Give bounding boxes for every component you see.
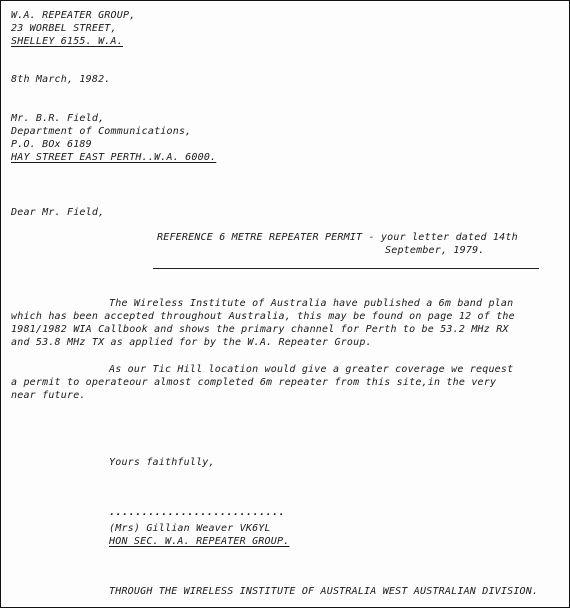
sender-address-line: SHELLEY 6155. W.A. <box>11 36 123 47</box>
recipient-address-line: P.O. BOx 6189 <box>11 139 92 150</box>
reference-divider <box>153 268 539 269</box>
recipient-address-line: HAY STREET EAST PERTH..W.A. 6000. <box>11 152 217 163</box>
footer-note: THROUGH THE WIRELESS INSTITUTE OF AUSTRALIA WEST AUSTRALIAN DIVISION. <box>109 586 539 597</box>
reference-line: September, 1979. <box>385 245 485 256</box>
paragraph-line: and 53.8 MHz TX as applied for by the W.A. Repeater Group. <box>11 337 372 348</box>
signatory-name: (Mrs) Gillian Weaver VK6YL <box>109 523 271 534</box>
closing: Yours faithfully, <box>109 457 215 468</box>
letter-date: 8th March, 1982. <box>11 74 111 85</box>
sender-address-line: W.A. REPEATER GROUP, <box>11 10 136 21</box>
signatory-title: HON SEC. W.A. REPEATER GROUP. <box>109 536 290 547</box>
reference-line: REFERENCE 6 METRE REPEATER PERMIT - your letter dated 14th <box>157 232 518 243</box>
salutation: Dear Mr. Field, <box>11 207 105 218</box>
paragraph-line: 1981/1982 WIA Callbook and shows the primary channel for Perth to be 53.2 MHz RX <box>11 324 509 335</box>
recipient-address-line: Department of Communications, <box>11 126 192 137</box>
recipient-address-line: Mr. B.R. Field, <box>11 113 105 124</box>
sender-address-line: 23 WORBEL STREET, <box>11 23 117 34</box>
paragraph-line: As our Tic Hill location would give a greater coverage we request <box>109 364 514 375</box>
signature-line: ........................... <box>109 507 286 518</box>
paragraph-line: a permit to operateour almost completed 6m repeater from this site,in the very <box>11 377 497 388</box>
paragraph-line: which has been accepted throughout Australia, this may be found on page 12 of the <box>11 311 515 322</box>
paragraph-line: near future. <box>11 390 86 401</box>
paragraph-line: The Wireless Institute of Australia have published a 6m band plan <box>109 298 514 309</box>
